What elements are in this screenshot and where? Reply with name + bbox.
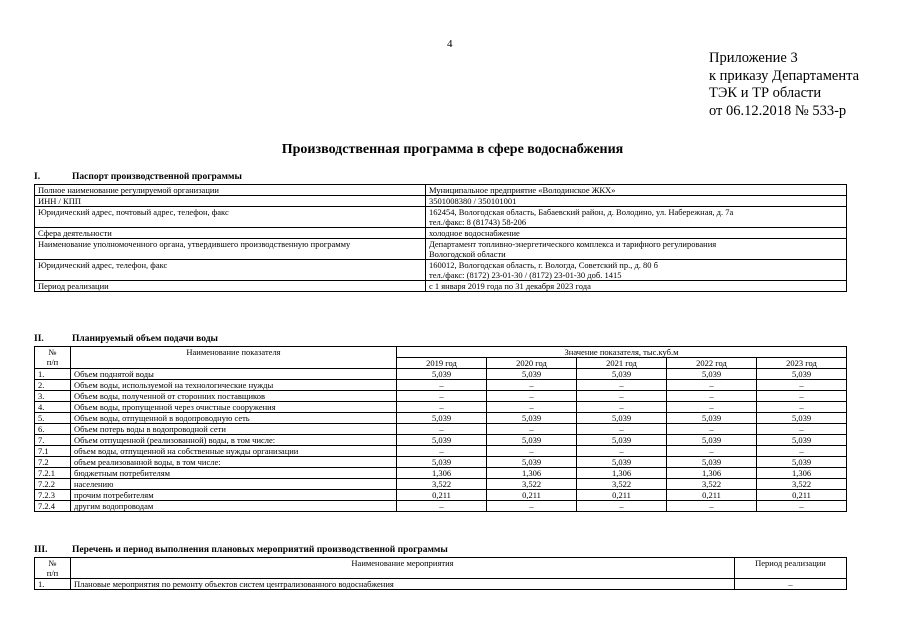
passport-value xyxy=(426,196,847,207)
section-title: Перечень и период выполнения плановых мероприятий производственной программы xyxy=(72,545,448,555)
indicator-value: 1,306 xyxy=(487,468,577,479)
year-header: 2023 год xyxy=(757,358,847,369)
indicator-value: – xyxy=(397,446,487,457)
passport-value xyxy=(426,260,847,281)
column-header-number: № п/п xyxy=(35,347,71,369)
indicator-value: – xyxy=(667,424,757,435)
row-number: 7.2 xyxy=(35,457,71,468)
year-header: 2020 год xyxy=(487,358,577,369)
passport-value-line: с 1 января 2019 года по 31 декабря 2023 года xyxy=(429,281,591,291)
indicator-value: – xyxy=(667,380,757,391)
table-row xyxy=(35,479,847,490)
passport-label: Полное наименование регулируемой организации xyxy=(35,185,426,196)
row-number: 7.2.3 xyxy=(35,490,71,501)
indicator-value: 5,039 xyxy=(757,413,847,424)
passport-label: Период реализации xyxy=(35,281,426,292)
indicator-value: – xyxy=(577,402,667,413)
indicator-value: 0,211 xyxy=(397,490,487,501)
table-row xyxy=(35,369,847,380)
indicator-value: 5,039 xyxy=(577,435,667,446)
passport-value-line: тел./факс: 8 (81743) 58-206 xyxy=(429,217,527,227)
indicator-value: 1,306 xyxy=(577,468,667,479)
indicator-value: – xyxy=(757,402,847,413)
indicator-name: Объем воды, отпущенной в водопроводную сеть xyxy=(71,413,397,424)
indicator-value: – xyxy=(757,424,847,435)
year-header: 2022 год xyxy=(667,358,757,369)
row-number: 1. xyxy=(35,579,71,590)
indicator-value: – xyxy=(397,391,487,402)
passport-value xyxy=(426,239,847,260)
indicator-value: 0,211 xyxy=(757,490,847,501)
indicator-value: 5,039 xyxy=(487,457,577,468)
indicator-value: – xyxy=(757,446,847,457)
table-row xyxy=(35,446,847,457)
indicator-value: – xyxy=(667,501,757,512)
passport-value xyxy=(426,207,847,228)
indicator-value: – xyxy=(487,446,577,457)
page-number: 4 xyxy=(447,38,453,50)
measure-name: Плановые мероприятия по ремонту объектов систем централизованного водоснабжения xyxy=(71,579,735,590)
table-row xyxy=(35,185,847,196)
indicator-name: объем реализованной воды, в том числе: xyxy=(71,457,397,468)
passport-table xyxy=(34,184,847,292)
appendix-line: Приложение 3 xyxy=(709,50,798,66)
indicator-value: 5,039 xyxy=(757,457,847,468)
indicator-value: 5,039 xyxy=(667,435,757,446)
section-3-heading xyxy=(34,545,448,555)
indicator-value: – xyxy=(757,501,847,512)
passport-value-line: 3501008380 / 350101001 xyxy=(429,196,517,206)
indicator-value: – xyxy=(397,424,487,435)
indicator-value: 5,039 xyxy=(667,457,757,468)
indicator-value: 5,039 xyxy=(487,435,577,446)
table-row xyxy=(35,490,847,501)
table-header-row xyxy=(35,347,847,358)
passport-label: Наименование уполномоченного органа, утвердившего производственную программу xyxy=(35,239,426,260)
passport-value xyxy=(426,281,847,292)
row-number: 1. xyxy=(35,369,71,380)
section-2-heading xyxy=(34,334,218,344)
measure-period: – xyxy=(735,579,847,590)
indicator-name: другим водопроводам xyxy=(71,501,397,512)
column-header-period: Период реализации xyxy=(735,558,847,579)
indicator-value: – xyxy=(487,402,577,413)
table-header-row xyxy=(35,558,847,579)
passport-value-line: Вологодской области xyxy=(429,249,506,259)
indicator-value: – xyxy=(487,380,577,391)
table-row xyxy=(35,413,847,424)
measures-table xyxy=(34,557,847,590)
table-row xyxy=(35,402,847,413)
row-number: 7.2.1 xyxy=(35,468,71,479)
passport-value xyxy=(426,228,847,239)
row-number: 7.2.2 xyxy=(35,479,71,490)
indicator-value: 5,039 xyxy=(397,369,487,380)
column-header-number: № п/п xyxy=(35,558,71,579)
indicator-value: – xyxy=(487,391,577,402)
passport-value-line: 162454, Вологодская область, Бабаевский район, д. Володино, ул. Набережная, д. 7а xyxy=(429,207,734,217)
indicator-name: прочим потребителям xyxy=(71,490,397,501)
document-title: Производственная программа в сфере водоснабжения xyxy=(281,142,624,157)
indicator-value: – xyxy=(487,424,577,435)
indicator-value: – xyxy=(397,402,487,413)
table-row xyxy=(35,501,847,512)
indicator-value: 1,306 xyxy=(757,468,847,479)
table-row xyxy=(35,239,847,260)
table-row xyxy=(35,579,847,590)
indicator-value: – xyxy=(487,501,577,512)
indicator-value: 3,522 xyxy=(667,479,757,490)
table-row xyxy=(35,196,847,207)
indicator-value: – xyxy=(667,391,757,402)
water-volume-table xyxy=(34,346,847,512)
indicator-name: Объем потерь воды в водопроводной сети xyxy=(71,424,397,435)
row-number: 2. xyxy=(35,380,71,391)
indicator-name: населению xyxy=(71,479,397,490)
appendix-line: ТЭК и ТР области xyxy=(709,85,822,101)
indicator-value: – xyxy=(757,380,847,391)
indicator-value: 3,522 xyxy=(577,479,667,490)
table-row xyxy=(35,207,847,228)
indicator-value: – xyxy=(577,501,667,512)
indicator-value: 5,039 xyxy=(577,369,667,380)
table-row xyxy=(35,457,847,468)
table-row xyxy=(35,281,847,292)
section-number: I. xyxy=(34,172,41,182)
table-row xyxy=(35,468,847,479)
indicator-name: Объем поднятой воды xyxy=(71,369,397,380)
year-header: 2021 год xyxy=(577,358,667,369)
indicator-value: – xyxy=(577,446,667,457)
indicator-value: 5,039 xyxy=(487,413,577,424)
column-header-name: Наименование мероприятия xyxy=(71,558,735,579)
table-row xyxy=(35,435,847,446)
indicator-name: бюджетным потребителям xyxy=(71,468,397,479)
indicator-value: – xyxy=(397,380,487,391)
indicator-value: 0,211 xyxy=(487,490,577,501)
indicator-name: Объем воды, полученной от сторонних поставщиков xyxy=(71,391,397,402)
indicator-value: 5,039 xyxy=(577,457,667,468)
table-row xyxy=(35,228,847,239)
table-row xyxy=(35,424,847,435)
indicator-value: – xyxy=(577,380,667,391)
passport-value-line: тел./факс: (8172) 23-01-30 / (8172) 23-01-30 доб. 1415 xyxy=(429,270,622,280)
indicator-value: 5,039 xyxy=(577,413,667,424)
indicator-value: 5,039 xyxy=(757,369,847,380)
passport-label: Сфера деятельности xyxy=(35,228,426,239)
indicator-value: – xyxy=(577,391,667,402)
indicator-value: 5,039 xyxy=(667,369,757,380)
table-row xyxy=(35,391,847,402)
indicator-value: 3,522 xyxy=(757,479,847,490)
passport-value-line: 160012, Вологодская область, г. Вологда, Советский пр., д. 80 б xyxy=(429,260,659,270)
column-header-value: Значение показателя, тыс.куб.м xyxy=(397,347,847,358)
section-number: II. xyxy=(34,334,44,344)
passport-label: ИНН / КПП xyxy=(35,196,426,207)
indicator-value: 5,039 xyxy=(667,413,757,424)
passport-value-line: Департамент топливно-энергетического комплекса и тарифного регулирования xyxy=(429,239,717,249)
indicator-value: – xyxy=(577,424,667,435)
year-header: 2019 год xyxy=(397,358,487,369)
appendix-line: к приказу Департамента xyxy=(709,67,860,84)
passport-value xyxy=(426,185,847,196)
indicator-name: Объем воды, пропущенной через очистные сооружения xyxy=(71,402,397,413)
passport-value-line: Муниципальное предприятие «Володинское ЖКХ» xyxy=(429,185,616,195)
section-title: Паспорт производственной программы xyxy=(72,172,242,182)
appendix-note xyxy=(709,50,859,120)
row-number: 4. xyxy=(35,402,71,413)
section-title: Планируемый объем подачи воды xyxy=(72,334,218,344)
indicator-value: 5,039 xyxy=(397,435,487,446)
row-number: 7.2.4 xyxy=(35,501,71,512)
row-number: 7.1 xyxy=(35,446,71,457)
indicator-value: – xyxy=(757,391,847,402)
indicator-name: Объем воды, используемой на технологические нужды xyxy=(71,380,397,391)
indicator-value: 5,039 xyxy=(397,457,487,468)
row-number: 5. xyxy=(35,413,71,424)
section-number: III. xyxy=(34,545,48,555)
table-row xyxy=(35,380,847,391)
indicator-value: 5,039 xyxy=(757,435,847,446)
indicator-value: 3,522 xyxy=(487,479,577,490)
indicator-value: 0,211 xyxy=(577,490,667,501)
passport-label: Юридический адрес, телефон, факс xyxy=(35,260,426,281)
indicator-value: – xyxy=(667,402,757,413)
indicator-value: 1,306 xyxy=(667,468,757,479)
table-row xyxy=(35,260,847,281)
row-number: 6. xyxy=(35,424,71,435)
indicator-value: 3,522 xyxy=(397,479,487,490)
indicator-value: – xyxy=(397,501,487,512)
indicator-value: 1,306 xyxy=(397,468,487,479)
appendix-line: от 06.12.2018 № 533-р xyxy=(709,102,847,119)
section-1-heading xyxy=(34,172,242,182)
row-number: 7. xyxy=(35,435,71,446)
indicator-value: 5,039 xyxy=(397,413,487,424)
indicator-name: Объем отпущенной (реализованной) воды, в том числе: xyxy=(71,435,397,446)
indicator-value: 5,039 xyxy=(487,369,577,380)
indicator-name: объем воды, отпущенной на собственные нужды организации xyxy=(71,446,397,457)
column-header-name: Наименование показателя xyxy=(71,347,397,369)
passport-value-line: холодное водоснабжение xyxy=(429,228,520,238)
indicator-value: 0,211 xyxy=(667,490,757,501)
indicator-value: – xyxy=(667,446,757,457)
passport-label: Юридический адрес, почтовый адрес, телефон, факс xyxy=(35,207,426,228)
row-number: 3. xyxy=(35,391,71,402)
